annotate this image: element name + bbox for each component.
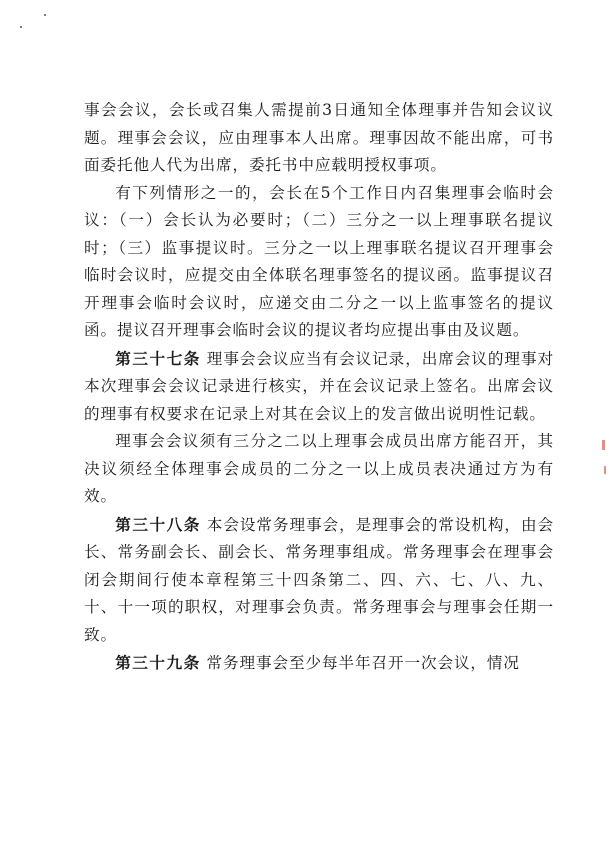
paragraph-text: 有下列情形之一的，会长在5个工作日内召集理事会临时会议：（一）会长认为必要时；（二）三分之一以上理事联名提议时；（三）监事提议时。三分之一以上理事联名提议召开理事会临时会议时，应提交由全体联名理事签名的提议函。监事提议召开理事会临时会议时，应递交由二分之一以上监事签名的提议函。提议召开理事会临时会议的提议者均应提出事由及议题。 <box>84 183 554 339</box>
scan-edge-mark <box>604 466 606 474</box>
article-number: 第三十八条 <box>115 514 201 534</box>
paragraph <box>84 97 554 180</box>
scan-speck <box>44 14 46 16</box>
paragraph-text: 本会设常务理事会，是理事会的常设机构，由会长、常务副会长、副会长、常务理事组成。常务理事会在理事会闭会期间行使本章程第三十四条第二、四、六、七、八、九、十、十一项的职权，对理事会负责。常务理事会与理事会任期一致。 <box>84 515 554 644</box>
paragraph <box>84 428 554 511</box>
paragraph-text: 事会会议，会长或召集人需提前3日通知全体理事并告知会议议题。理事会会议，应由理事本人出席。理事因故不能出席，可书面委托他人代为出席，委托书中应载明授权事项。 <box>84 101 554 174</box>
scan-edge-mark <box>602 440 605 450</box>
article-number: 第三十七条 <box>115 348 201 368</box>
paragraph-text: 理事会会议须有三分之二以上理事会成员出席方能召开，其决议须经全体理事会成员的二分之一以上成员表决通过方为有效。 <box>84 432 554 505</box>
article-paragraph <box>84 649 554 678</box>
article-paragraph <box>84 511 554 650</box>
scan-speck <box>20 26 22 28</box>
paragraph-text: 理事会会议应当有会议记录，出席会议的理事对本次理事会会议记录进行核实，并在会议记录上签名。出席会议的理事有权要求在记录上对其在会议上的发言做出说明性记载。 <box>84 349 554 423</box>
paragraph <box>84 180 554 345</box>
article-paragraph <box>84 345 554 429</box>
paragraph-text: 常务理事会至少每半年召开一次会议，情况 <box>206 654 520 672</box>
article-number: 第三十九条 <box>115 653 201 672</box>
body-text <box>84 97 554 678</box>
